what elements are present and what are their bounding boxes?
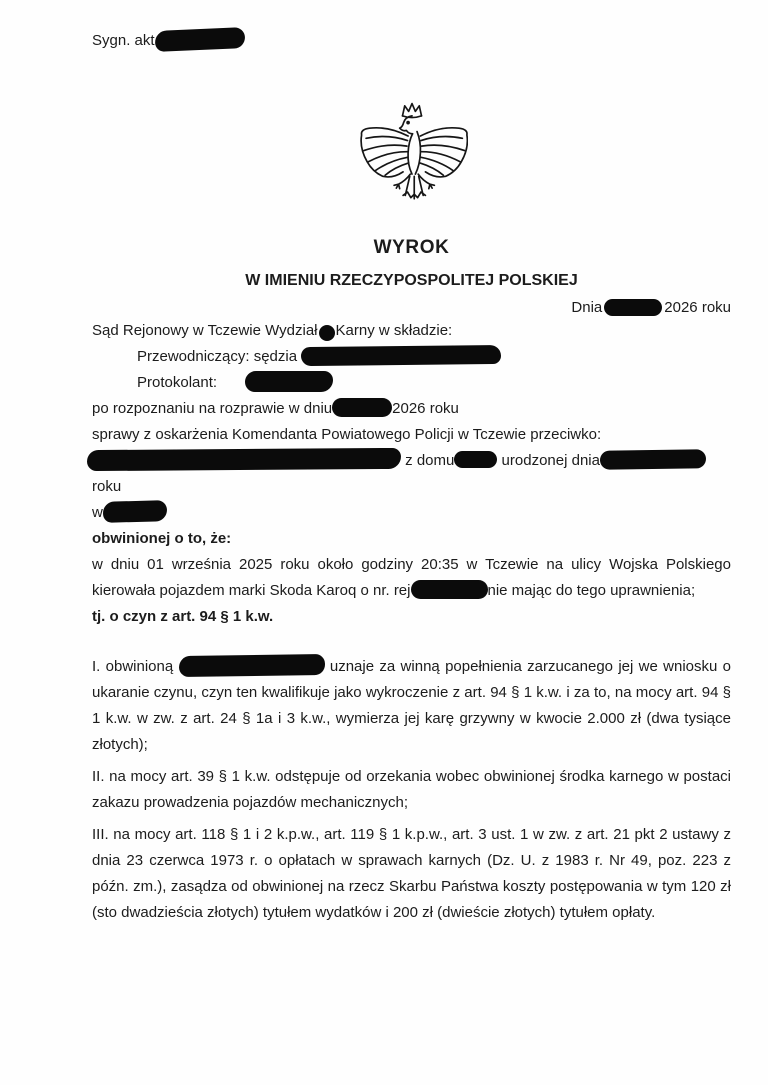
redaction-hearing-date: [332, 398, 392, 417]
case-number-label: Sygn. akt: [92, 32, 155, 49]
nee-label: z domu: [405, 451, 455, 469]
residence-line: [92, 500, 731, 526]
redaction-date: [604, 299, 662, 316]
redaction-division-number: [319, 325, 335, 341]
date-prefix: Dnia: [571, 299, 603, 316]
presiding-judge-line: [137, 344, 731, 370]
redaction-defendant-name-2: [178, 654, 324, 677]
document-subtitle: W IMIENIU RZECZYPOSPOLITEJ POLSKIEJ: [245, 272, 578, 289]
residence-prefix: w: [92, 503, 103, 521]
redaction-registration-plate: [411, 580, 488, 599]
defendant-line: [92, 448, 731, 500]
hearing-text: po rozpoznaniu na rozprawie w dniu: [92, 399, 333, 417]
charge-text-2: nie mając do tego uprawnienia;: [487, 581, 696, 599]
date-year: 2026 roku: [664, 299, 731, 316]
ruling-item-2: II. na mocy art. 39 § 1 k.w. odstępuje od orzekania wobec obwinionej środka karnego w postaci zakazu prowadzenia pojazdów mechanicznych;: [92, 767, 731, 811]
born-suffix: roku: [92, 477, 122, 495]
ruling-item-1: [92, 654, 731, 758]
ruling-item-1-text: uznaje za winną popełnienia zarzucanego jej we wniosku o ukaranie czynu, czyn ten kwalifikuje jako wykroczenie z art. 94 § 1 k.w. i za to, na mocy art. 94 § 1 k.w. w zw. z art. 24 § 1a i 3 k.w., wymierza jej karę grzywny w kwocie 2.000 zł (dwa tysiące złotych);: [92, 657, 732, 753]
court-name: Sąd Rejonowy w Tczewie Wydział: [92, 321, 318, 339]
document-title: WYROK: [373, 237, 450, 258]
redaction-clerk-name: [245, 371, 333, 392]
division-label: Karny w składzie:: [335, 321, 453, 339]
legal-qualification: tj. o czyn z art. 94 § 1 k.w.: [92, 607, 274, 625]
clerk-label: Protokolant:: [137, 373, 218, 391]
redaction-residence-city: [103, 500, 168, 523]
eagle-icon: [356, 99, 468, 219]
hearing-line: [92, 396, 731, 422]
court-composition-line: [92, 318, 731, 344]
charged-heading: obwinionej o to, że:: [92, 529, 232, 547]
presiding-judge-label: Przewodniczący: sędzia: [137, 347, 298, 365]
redaction-birth-date: [600, 449, 706, 469]
charge-paragraph: [92, 552, 731, 604]
redaction-defendant-name: [87, 448, 401, 471]
ruling-item-3: III. na mocy art. 118 § 1 i 2 k.p.w., art. 119 § 1 k.p.w., art. 3 ust. 1 w zw. z art. 21 pkt 2 ustawy z dnia 23 czerwca 1973 r. o opłatach w sprawach karnych (Dz. U. z 1983 r. Nr 49, poz. 223 z późn. zm.), zasądza od obwinionej na rzecz Skarbu Państwa koszty postępowania w tym 120 zł (sto dwadzieścia złotych) tytułem wydatków i 200 zł (dwieście złotych) tytułem opłaty.: [92, 825, 731, 921]
charge-text-1: w dniu 01 września 2025 roku około godziny 20:35 w Tczewie na ulicy Wojska Polskiego kierowała pojazdem marki Skoda Karoq o nr. rej: [92, 555, 731, 599]
born-label: urodzonej dnia: [501, 451, 600, 469]
redaction-case-number: [154, 27, 245, 52]
clerk-line: [137, 370, 731, 396]
judgment-body: [92, 318, 731, 926]
ruling-item-1-prefix: I. obwinioną: [92, 657, 174, 675]
redaction-maiden-name: [454, 451, 497, 468]
redaction-judge-name: [301, 345, 501, 366]
polish-eagle-emblem: [92, 99, 731, 221]
case-number-line: [92, 30, 731, 51]
date-line: [92, 299, 731, 317]
hearing-year: 2026 roku: [392, 399, 459, 417]
prosecution-line: sprawy z oskarżenia Komendanta Powiatowego Policji w Tczewie przeciwko:: [92, 425, 602, 443]
